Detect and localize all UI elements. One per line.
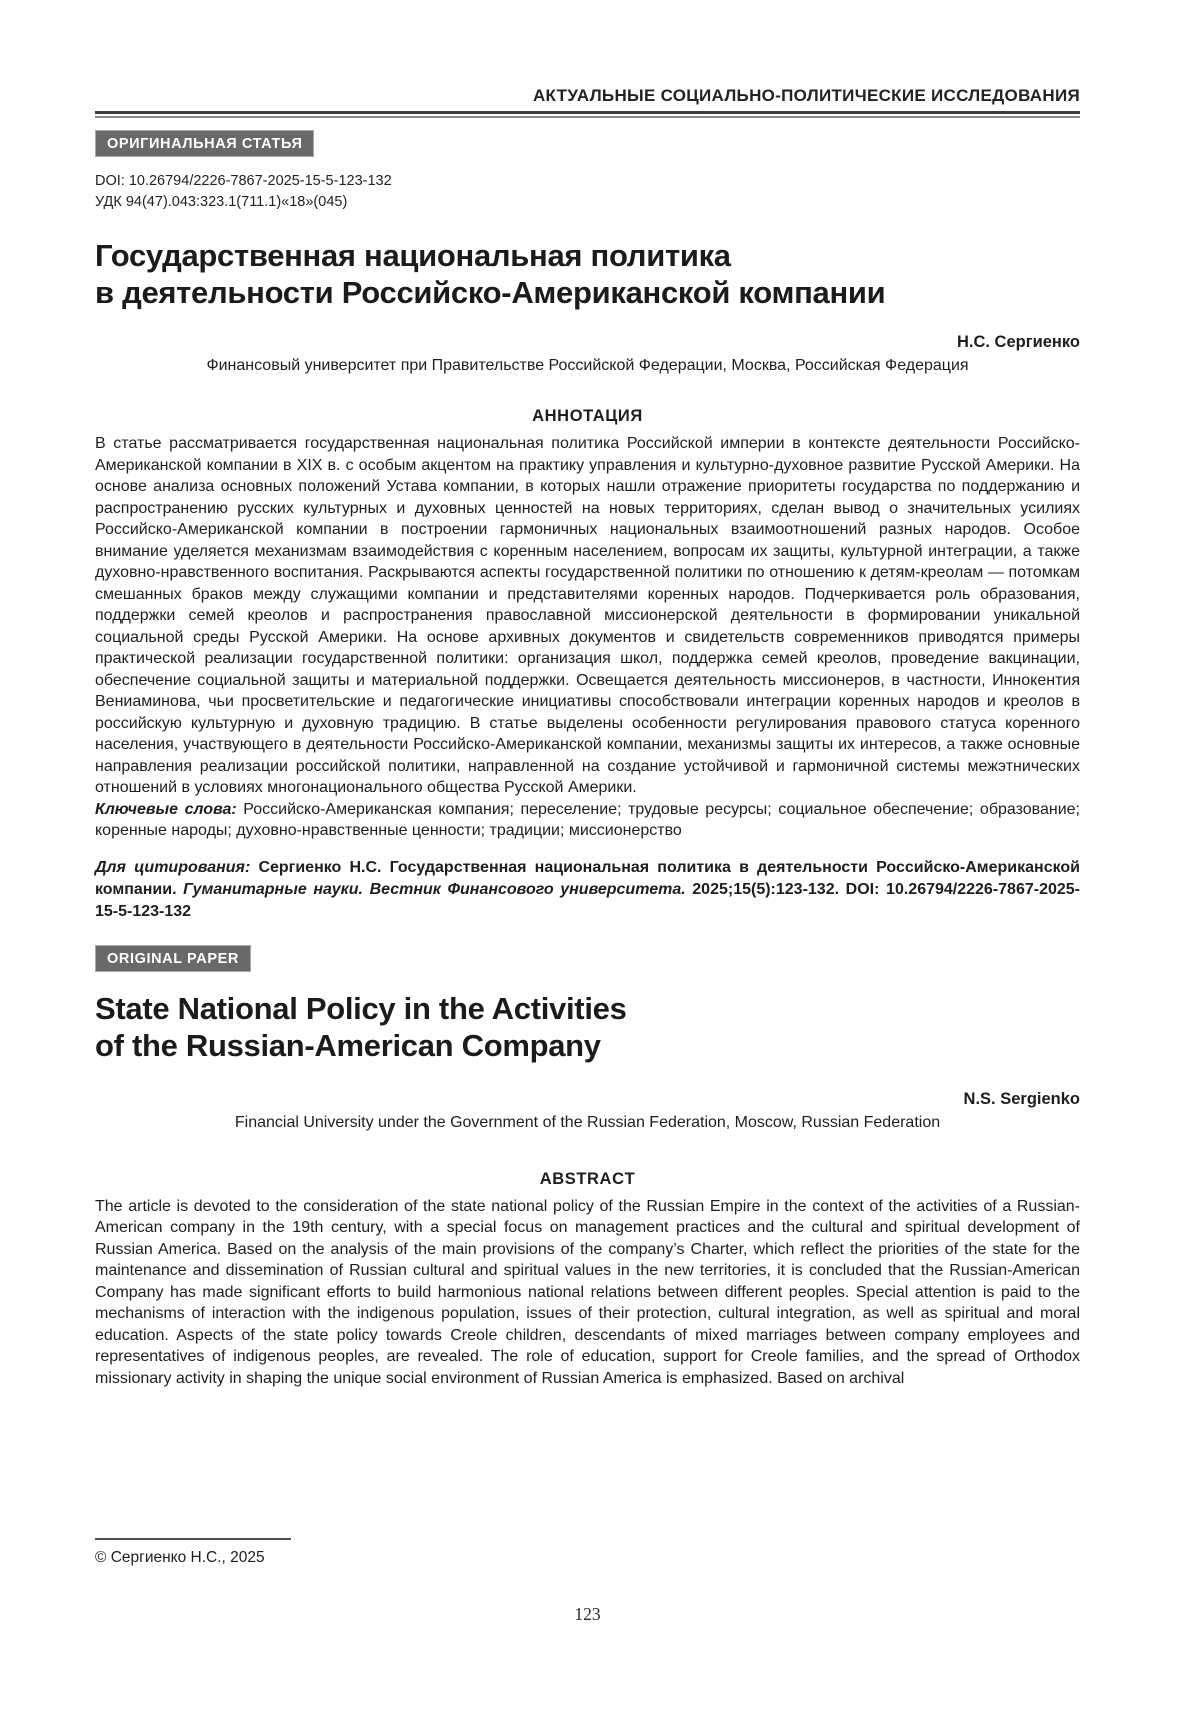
article-title-ru-line1: Государственная национальная политика	[95, 238, 731, 273]
article-identifiers	[95, 171, 1080, 213]
article-type-row-en	[95, 945, 1080, 972]
article-type-row-ru	[95, 130, 1080, 157]
citation-journal-name: Гуманитарные науки. Вестник Финансового университета.	[183, 880, 686, 898]
citation-volume-doi: 2025;15(5):123-132. DOI: 10.26794/2226-7867-2025-15-5-123-132	[95, 880, 1080, 920]
abstract-text-en: The article is devoted to the consideration of the state national policy of the Russian Empire in the context of the activities of a Russian-American company in the 19th century, with a special focus on management practices and the cultural and spiritual development of Russian America. Based on the analysis of the main provisions of the company’s Charter, which reflect the priorities of the state for the maintenance and dissemination of Russian cultural and spiritual values in the new territories, it is concluded that the Russian-American Company has made significant efforts to build harmonious national relations between different peoples. Special attention is paid to the mechanisms of interaction with the indigenous population, issues of their protection, cultural integration, as well as spiritual and moral education. Aspects of the state policy towards Creole children, descendants of mixed marriages between company employees and representatives of indigenous peoples, are revealed. The role of education, support for Creole families, and the spread of Orthodox missionary activity in shaping the unique social environment of Russian America is emphasized. Based on archival	[95, 1197, 1080, 1387]
author-name-ru: Н.С. Сергиенко	[956, 333, 1080, 351]
article-type-badge-ru: ОРИГИНАЛЬНАЯ СТАТЬЯ	[95, 130, 314, 157]
article-type-badge-en: ORIGINAL PAPER	[95, 945, 251, 972]
author-name-en: N.S. Sergienko	[963, 1089, 1080, 1108]
article-title-en	[95, 990, 1080, 1064]
copyright-line: © Сергиенко Н.С., 2025	[95, 1549, 265, 1566]
abstract-heading-ru: АННОТАЦИЯ	[532, 407, 643, 425]
keywords-label-ru: Ключевые слова:	[95, 800, 244, 818]
journal-running-head: АКТУАЛЬНЫЕ СОЦИАЛЬНО-ПОЛИТИЧЕСКИЕ ИССЛЕДОВАНИЯ	[532, 86, 1080, 105]
keywords-ru	[95, 799, 1080, 842]
article-title-ru-line2: в деятельности Российско-Американской компании	[95, 275, 886, 310]
citation-label-ru: Для цитирования:	[95, 858, 259, 876]
affiliation-ru: Финансовый университет при Правительстве Российской Федерации, Москва, Российская Федерация	[206, 357, 969, 374]
doi-line: DOI: 10.26794/2226-7867-2025-15-5-123-132	[95, 173, 392, 189]
citation-dot: .	[172, 880, 184, 898]
article-title-en-line2: of the Russian-American Company	[95, 1027, 601, 1063]
keywords-list-ru: Российско-Американская компания; переселение; трудовые ресурсы; социальное обеспечение; образование; коренные народы; духовно-нравственные ценности; традиции; миссионерство	[95, 800, 1080, 839]
article-title-en-line1: State National Policy in the Activities	[95, 990, 627, 1026]
footnote-divider	[95, 1538, 291, 1540]
affiliation-en: Financial University under the Government of the Russian Federation, Moscow, Russian Federation	[234, 1113, 941, 1131]
abstract-text-ru: В статье рассматривается государственная национальная политика Российской империи в контексте деятельности Российско-Американской компании в XIX в. с особым акцентом на практику управления и культурно-духовное развитие Русской Америки. На основе анализа основных положений Устава компании, в которых нашли отражение приоритеты государства по поддержанию и распространению русских культурных и духовных ценностей на новых территориях, сделан вывод о значительных усилиях Российско-Американской компании в построении гармоничных национальных взаимоотношений разных народов. Особое внимание уделяется механизмам взаимодействия с коренным населением, вопросам их защиты, культурной интеграции, а также духовно-нравственного воспитания. Раскрываются аспекты государственной политики по отношению к детям-креолам — потомкам смешанных браков между служащими компании и представителями коренных народов. Подчеркивается роль образования, поддержки семей креолов и распространения православной миссионерской деятельности в формировании уникальной социальной среды Русской Америки. На основе архивных документов и свидетельств современников приводятся примеры практической реализации государственной политики: организация школ, поддержка семей креолов, проведение вакцинации, обеспечение социальной защиты и материальной поддержки. Освещается деятельность миссионеров, в частности, Иннокентия Вениаминова, чьи просветительские и педагогические инициативы способствовали интеграции коренных народов и креолов в российскую культурную и духовную традицию. В статье выделены особенности регулирования правового статуса коренного населения, участвующего в деятельности Российско-Американской компании, механизмы защиты их интересов, а также основные направления реализации российской политики, направленной на создание устойчивой и гармоничной системы межэтнических отношений в условиях многонационального общества Русской Америки.	[95, 435, 1080, 796]
citation-ru	[95, 857, 1080, 923]
article-title-ru	[95, 237, 1080, 311]
header-divider	[95, 111, 1080, 118]
udc-line: УДК 94(47).043:323.1(711.1)«18»(045)	[95, 194, 348, 210]
citation-authors-title: Сергиенко Н.С. Государственная национальная политика в деятельности Российско-Американской компании	[95, 858, 1081, 898]
page-number: 123	[574, 1604, 601, 1624]
abstract-heading-en: ABSTRACT	[539, 1169, 636, 1188]
